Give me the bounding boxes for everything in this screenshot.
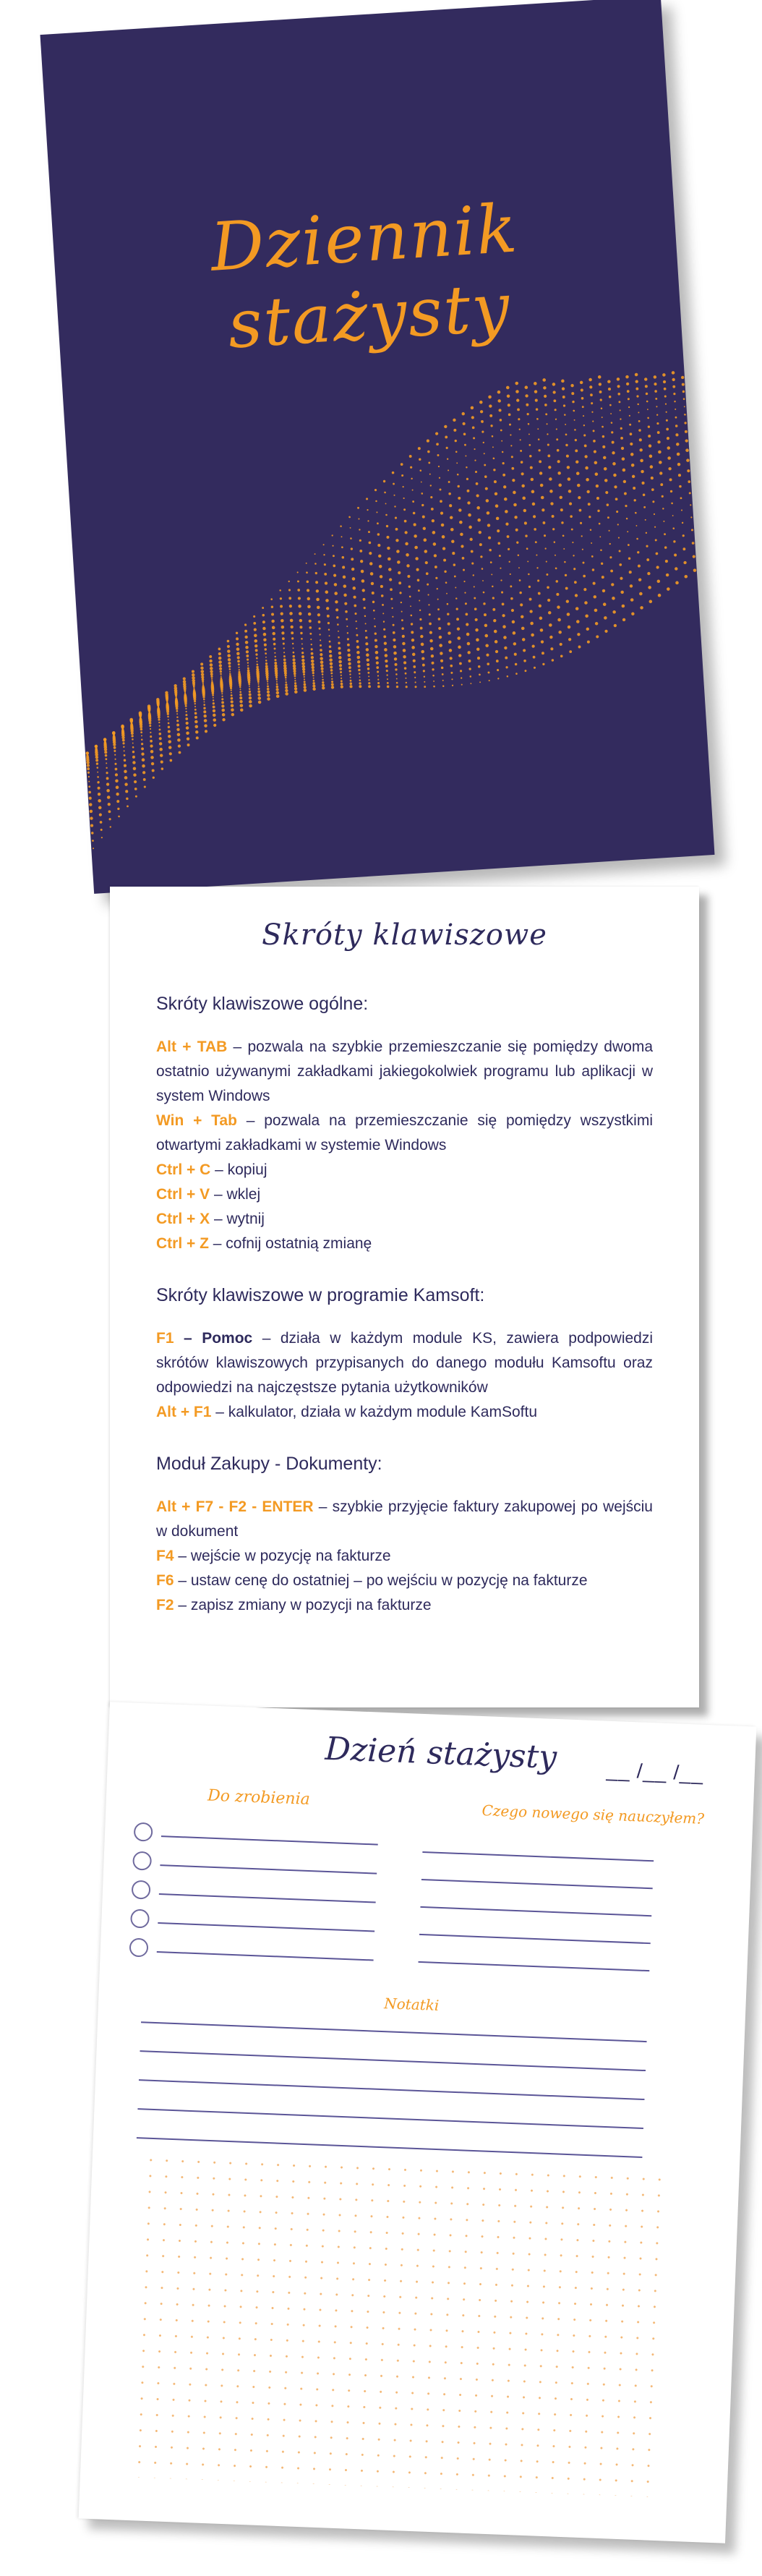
- shortcut-desc: – ustaw cenę do ostatniej – po wejściu w pozycję na fakturze: [178, 1572, 588, 1589]
- shortcut-dash: –: [184, 1330, 192, 1347]
- notes-label: Notatki: [383, 1995, 440, 2015]
- todo-line[interactable]: [161, 1835, 378, 1846]
- dotted-wave-decoration: [40, 0, 714, 894]
- notes-line[interactable]: [139, 2079, 645, 2100]
- general-shortcuts-section: [156, 994, 653, 1256]
- todo-line[interactable]: [159, 1893, 376, 1903]
- shortcut-desc: – pozwala na szybkie przemieszczanie się pomiędzy dwoma ostatnio używanymi zakładkami jakiegokolwiek programu lub aplikacji w system Windows: [156, 1038, 654, 1104]
- shortcut-key: F2: [156, 1597, 174, 1613]
- shortcut-desc: – wejście w pozycję na fakturze: [178, 1548, 391, 1564]
- shortcut-ctrl-c: [156, 1158, 653, 1182]
- shortcut-f6: [156, 1569, 653, 1593]
- learned-line[interactable]: [419, 1934, 651, 1944]
- shortcut-desc: – wytnij: [213, 1211, 265, 1227]
- learned-line[interactable]: [421, 1879, 653, 1889]
- todo-line[interactable]: [157, 1951, 374, 1961]
- kamsoft-shortcuts-section: [156, 1285, 653, 1425]
- cover-title-line-1: Dziennik: [208, 189, 521, 286]
- shortcut-key: Ctrl + Z: [156, 1235, 209, 1252]
- notes-line[interactable]: [140, 2050, 646, 2071]
- shortcut-bold-label: Pomoc: [202, 1330, 253, 1347]
- todo-checkbox[interactable]: [129, 1938, 149, 1958]
- shortcut-key: Ctrl + C: [156, 1161, 211, 1178]
- shortcut-desc: – zapisz zmiany w pozycji na fakturze: [178, 1597, 432, 1613]
- shortcut-desc: – działa w każdym module KS, zawiera podpowiedzi skrótów klawiszowych przypisanych do danego modułu Kamsoftu oraz odpowiedzi na najczęstsze pytania użytkowników: [156, 1330, 654, 1396]
- todo-label: Do zrobienia: [207, 1786, 311, 1809]
- todo-checkbox[interactable]: [130, 1909, 150, 1929]
- shortcut-f4: [156, 1544, 653, 1569]
- shortcut-f1: [156, 1326, 653, 1400]
- zakupy-shortcuts-section: [156, 1454, 653, 1618]
- shortcut-alt-f1: [156, 1400, 653, 1425]
- daily-title: Dzień stażysty: [324, 1730, 558, 1777]
- shortcut-key: F6: [156, 1572, 174, 1589]
- shortcut-alt-f7: [156, 1495, 653, 1544]
- shortcut-key: Ctrl + V: [156, 1186, 210, 1203]
- shortcut-f2: [156, 1593, 653, 1618]
- learned-line[interactable]: [420, 1906, 651, 1916]
- cover-title-line-2: stażysty: [225, 268, 513, 364]
- shortcut-ctrl-v: [156, 1182, 653, 1207]
- learned-line[interactable]: [418, 1961, 649, 1971]
- shortcut-key: Win + Tab: [156, 1112, 237, 1129]
- todo-checkbox[interactable]: [134, 1822, 153, 1842]
- shortcuts-title: Skróty klawiszowe: [262, 918, 547, 952]
- kamsoft-heading: Skróty klawiszowe w programie Kamsoft:: [156, 1285, 485, 1305]
- general-heading: Skróty klawiszowe ogólne:: [156, 994, 369, 1014]
- learned-line[interactable]: [422, 1851, 654, 1861]
- notes-line[interactable]: [141, 2021, 647, 2042]
- shortcut-key: Alt + F1: [156, 1404, 212, 1420]
- date-field[interactable]: __ /__ /__: [606, 1758, 704, 1785]
- shortcut-key: Alt + TAB: [156, 1038, 228, 1055]
- shortcut-key: Ctrl + X: [156, 1211, 210, 1227]
- shortcut-desc: – kalkulator, działa w każdym module KamSoftu: [215, 1404, 537, 1420]
- todo-checkbox[interactable]: [132, 1851, 152, 1871]
- cover-page: [40, 0, 714, 894]
- shortcut-key: F4: [156, 1548, 174, 1564]
- learned-label: Czego nowego się nauczyłem?: [481, 1801, 705, 1827]
- todo-line[interactable]: [158, 1922, 374, 1932]
- shortcut-desc: – cofnij ostatnią zmianę: [213, 1235, 372, 1252]
- shortcut-ctrl-z: [156, 1232, 653, 1256]
- shortcuts-page: [110, 887, 699, 1707]
- notes-line[interactable]: [137, 2108, 643, 2129]
- zakupy-heading: Moduł Zakupy - Dokumenty:: [156, 1454, 382, 1474]
- todo-line[interactable]: [160, 1864, 377, 1875]
- daily-page: [79, 1702, 757, 2543]
- shortcut-key: F1: [156, 1330, 174, 1347]
- shortcut-win-tab: [156, 1109, 653, 1158]
- shortcut-desc: – kopiuj: [215, 1161, 267, 1178]
- todo-checkbox[interactable]: [132, 1880, 151, 1900]
- shortcut-desc: – wklej: [213, 1186, 261, 1203]
- shortcut-ctrl-x: [156, 1207, 653, 1232]
- shortcut-key: Alt + F7 - F2 - ENTER: [156, 1498, 314, 1515]
- shortcut-desc: – pozwala na przemieszczanie się pomiędzy wszystkimi otwartymi zakładkami w systemie Windows: [156, 1112, 653, 1153]
- dotted-notes-grid[interactable]: [131, 2151, 664, 2496]
- shortcut-desc: – szybkie przyjęcie faktury zakupowej po wejściu w dokument: [156, 1498, 653, 1540]
- shortcut-alt-tab: [156, 1035, 653, 1109]
- shortcuts-body: [156, 994, 653, 1647]
